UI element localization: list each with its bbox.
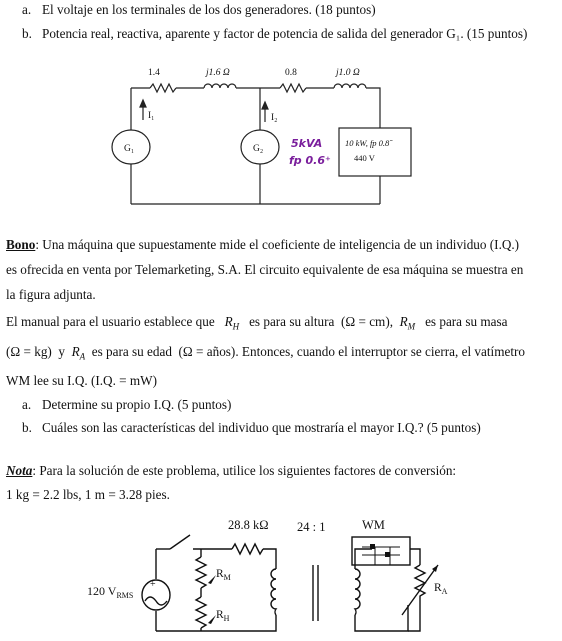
label-ratio: 24 : 1 xyxy=(297,520,326,534)
bono-item-a-text: Determine su propio I.Q. (5 puntos) xyxy=(42,397,232,412)
label-r2: 0.8 xyxy=(285,68,297,78)
resistor-28k xyxy=(232,544,263,554)
label-i1: I₁ xyxy=(148,111,155,121)
symbol-ra: R xyxy=(71,344,80,359)
load-voltage: 440 V xyxy=(354,153,375,163)
question-a-text: El voltaje en los terminales de los dos generadores. (18 puntos) xyxy=(42,2,376,17)
bono-item-b-text: Cuáles son las características del individuo que mostraría el mayor I.Q.? (5 puntos) xyxy=(42,420,481,435)
symbol-rh-sub: H xyxy=(232,321,240,332)
bono-line-3: la figura adjunta. xyxy=(6,287,96,302)
question-b-letter: b. xyxy=(22,26,32,41)
nota-line-1 xyxy=(6,463,456,479)
bono-item-b xyxy=(22,420,481,436)
resistor-r1 xyxy=(150,84,176,92)
label-resistor-28k: 28.8 kΩ xyxy=(228,518,269,532)
label-g2: G₂ xyxy=(253,144,264,154)
manual-text-d: es para su edad xyxy=(91,344,172,359)
resistor-ra xyxy=(408,565,425,631)
plus-sign: + xyxy=(150,579,156,590)
circuit-diagram-2 xyxy=(0,505,562,641)
label-ra: $R_A$ xyxy=(434,582,448,596)
bono-line-2: es ofrecida en venta por Telemarketing, S.A. El circuito equivalente de esa máquina se muestra en xyxy=(6,262,524,277)
inductor-x1 xyxy=(204,84,236,88)
question-b-text: Potencia real, reactiva, aparente y factor de potencia de salida del generador G₁. (15 puntos) xyxy=(42,26,528,41)
unit-altura: (Ω = cm), xyxy=(340,314,394,329)
label-g1: G₁ xyxy=(124,144,135,154)
bono-item-b-letter: b. xyxy=(22,420,32,435)
inductor-x2 xyxy=(334,84,366,88)
switch xyxy=(170,535,190,549)
label-x2: j1.0 Ω xyxy=(336,68,360,78)
transformer-secondary xyxy=(355,569,360,615)
handwritten-kva: 5kVA xyxy=(291,137,323,150)
voltage-source xyxy=(142,580,170,610)
bono-label: Bono xyxy=(6,237,36,252)
label-wm: WM xyxy=(362,518,385,532)
circuit-diagram-1 xyxy=(0,0,562,230)
handwritten-fp: fp 0.6⁺ xyxy=(289,154,331,167)
resistor-rm xyxy=(196,557,206,588)
label-x1: j1.6 Ω xyxy=(206,68,230,78)
manual-text-b: es para su altura xyxy=(249,314,335,329)
load-power: 10 kW, fp 0.8ˉ xyxy=(345,138,393,148)
bono-item-a-letter: a. xyxy=(22,397,32,412)
label-i2: I₂ xyxy=(271,113,278,123)
nota-text-1: : Para la solución de este problema, utilice los siguientes factores de conversión: xyxy=(32,463,457,478)
manual-text-a: El manual para el usuario establece que xyxy=(6,314,215,329)
wattmeter-box xyxy=(352,537,410,565)
manual-line-2 xyxy=(6,344,525,362)
label-rm: $R_M$ xyxy=(216,568,231,582)
manual-text-e: . Entonces, cuando el interruptor se cierra, el vatímetro xyxy=(235,344,525,359)
manual-line-1 xyxy=(6,314,507,332)
manual-line-3: WM lee su I.Q. (I.Q. = mW) xyxy=(6,373,157,388)
unit-edad: (Ω = años) xyxy=(178,344,236,359)
resistor-rh xyxy=(196,597,206,628)
label-source: 120 $V_{RMS}$ xyxy=(87,584,134,600)
load-box xyxy=(339,128,411,176)
bono-line-1 xyxy=(6,237,519,253)
unit-masa: (Ω = kg) xyxy=(6,344,52,359)
symbol-rh: R xyxy=(224,314,233,329)
question-a-letter: a. xyxy=(22,2,32,17)
symbol-ra-sub: A xyxy=(79,351,86,362)
symbol-rm: R xyxy=(399,314,408,329)
conj-y: y xyxy=(58,344,65,359)
label-r1: 1.4 xyxy=(148,68,160,78)
bono-text-1: : Una máquina que supuestamente mide el coeficiente de inteligencia de un individuo (I.Q.) xyxy=(35,237,520,252)
symbol-rm-sub: M xyxy=(407,321,416,332)
bono-item-a xyxy=(22,397,231,413)
resistor-r2 xyxy=(280,84,306,92)
label-rh: $R_H$ xyxy=(216,609,230,623)
manual-text-c: es para su masa xyxy=(425,314,508,329)
nota-line-2: 1 kg = 2.2 lbs, 1 m = 3.28 pies. xyxy=(6,487,170,502)
nota-label: Nota xyxy=(6,463,33,478)
transformer-primary xyxy=(271,569,276,615)
